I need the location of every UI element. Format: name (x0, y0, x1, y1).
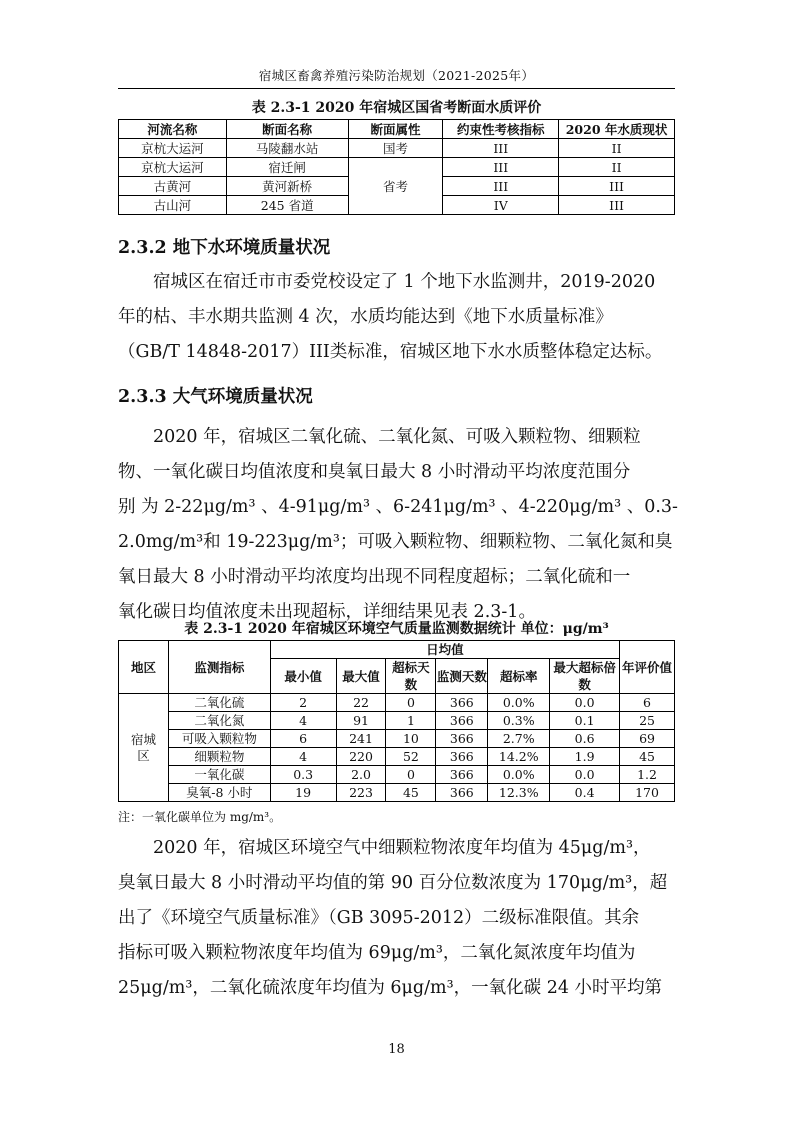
value-cell: 14.2% (488, 748, 550, 766)
header-cell: 最大超标倍数 (550, 659, 620, 694)
header-cell: 日均值 (270, 641, 619, 659)
indicator-cell: 可吸入颗粒物 (168, 730, 270, 748)
header-cell: 监测指标 (168, 641, 270, 694)
value-cell: 0.3% (488, 712, 550, 730)
water-quality-table (118, 119, 675, 215)
page-number: 18 (388, 1042, 405, 1057)
value-cell: 22 (336, 694, 386, 712)
target-grade: III (443, 139, 559, 158)
indicator-cell: 一氧化碳 (168, 766, 270, 784)
value-cell: 10 (386, 730, 436, 748)
value-cell: 366 (436, 784, 488, 802)
table-header-row (119, 120, 675, 139)
value-cell: 45 (620, 748, 675, 766)
indicator-cell: 二氧化氮 (168, 712, 270, 730)
current-grade: II (559, 139, 675, 158)
paragraph-line: 别 为 2-22μg/m³ 、4-91μg/m³ 、6-241μg/m³ 、4-220μg/m³ 、0.3- (118, 497, 678, 517)
header-divider (118, 88, 675, 89)
river-name: 古山河 (119, 196, 227, 215)
region-cell: 宿城区 (119, 694, 169, 802)
table2-caption: 表 2.3-1 2020 年宿城区环境空气质量监测数据统计 单位：μg/m³ (184, 621, 609, 637)
header-cell: 最大值 (336, 659, 386, 694)
river-name: 京杭大运河 (119, 139, 227, 158)
target-grade: III (443, 177, 559, 196)
paragraph-line: 出了《环境空气质量标准》（GB 3095-2012）二级标准限值。其余 (118, 908, 640, 928)
value-cell: 4 (270, 748, 336, 766)
table-row (119, 730, 675, 748)
paragraph-line: （GB/T 14848-2017）III类标准，宿城区地下水水质整体稳定达标。 (118, 342, 663, 362)
groundwater-paragraph (118, 265, 675, 370)
value-cell: 2.7% (488, 730, 550, 748)
current-grade: III (559, 177, 675, 196)
value-cell: 1.2 (620, 766, 675, 784)
indicator-cell: 二氧化硫 (168, 694, 270, 712)
table-note: 注：一氧化碳单位为 mg/m³。 (118, 810, 282, 824)
table-row (119, 766, 675, 784)
target-grade: IV (443, 196, 559, 215)
value-cell: 2 (270, 694, 336, 712)
air-paragraph (118, 420, 678, 630)
paragraph-line: 指标可吸入颗粒物浓度年均值为 69μg/m³，二氧化氮浓度年均值为 (118, 943, 636, 963)
value-cell: 4 (270, 712, 336, 730)
paragraph-line: 氧日最大 8 小时滑动平均浓度均出现不同程度超标；二氧化硫和一 (118, 567, 631, 587)
paragraph-line: 2020 年，宿城区环境空气中细颗粒物浓度年均值为 45μg/m³， (153, 838, 651, 858)
indicator-cell: 臭氧-8 小时 (168, 784, 270, 802)
value-cell: 19 (270, 784, 336, 802)
header-cell: 地区 (119, 641, 169, 694)
value-cell: 1 (386, 712, 436, 730)
value-cell: 1.9 (550, 748, 620, 766)
header-cell: 2020 年水质现状 (559, 120, 675, 139)
value-cell: 2.0 (336, 766, 386, 784)
value-cell: 366 (436, 766, 488, 784)
value-cell: 0 (386, 694, 436, 712)
section-name: 245 省道 (226, 196, 348, 215)
value-cell: 0.0 (550, 766, 620, 784)
table-row (119, 158, 675, 177)
table-row (119, 694, 675, 712)
header-cell: 超标天数 (386, 659, 436, 694)
header-cell: 年评价值 (620, 641, 675, 694)
value-cell: 69 (620, 730, 675, 748)
section-name: 宿迁闸 (226, 158, 348, 177)
header-cell: 超标率 (488, 659, 550, 694)
paragraph-line: 年的枯、丰水期共监测 4 次，水质均能达到《地下水质量标准》 (118, 307, 613, 327)
target-grade: III (443, 158, 559, 177)
header-cell: 最小值 (270, 659, 336, 694)
river-name: 京杭大运河 (119, 158, 227, 177)
value-cell: 220 (336, 748, 386, 766)
header-cell: 河流名称 (119, 120, 227, 139)
table-row (119, 784, 675, 802)
current-grade: III (559, 196, 675, 215)
value-cell: 0.4 (550, 784, 620, 802)
header-cell: 约束性考核指标 (443, 120, 559, 139)
value-cell: 0.6 (550, 730, 620, 748)
current-grade: II (559, 158, 675, 177)
section-name: 黄河新桥 (226, 177, 348, 196)
value-cell: 223 (336, 784, 386, 802)
value-cell: 366 (436, 712, 488, 730)
value-cell: 12.3% (488, 784, 550, 802)
indicator-cell: 细颗粒物 (168, 748, 270, 766)
table-row (119, 748, 675, 766)
value-cell: 366 (436, 694, 488, 712)
header-cell: 断面属性 (348, 120, 443, 139)
section-name: 马陵翻水站 (226, 139, 348, 158)
value-cell: 25 (620, 712, 675, 730)
value-cell: 91 (336, 712, 386, 730)
value-cell: 6 (270, 730, 336, 748)
value-cell: 0.3 (270, 766, 336, 784)
paragraph-line: 2020 年，宿城区二氧化硫、二氧化氮、可吸入颗粒物、细颗粒 (153, 427, 641, 447)
paragraph-line: 宿城区在宿迁市市委党校设定了 1 个地下水监测井，2019-2020 (153, 272, 656, 292)
value-cell: 366 (436, 748, 488, 766)
value-cell: 0.1 (550, 712, 620, 730)
value-cell: 366 (436, 730, 488, 748)
closing-paragraph (118, 831, 675, 1006)
section-heading-groundwater: 2.3.2 地下水环境质量状况 (118, 238, 331, 258)
header-cell: 监测天数 (436, 659, 488, 694)
value-cell: 6 (620, 694, 675, 712)
value-cell: 0.0% (488, 694, 550, 712)
value-cell: 0.0% (488, 766, 550, 784)
paragraph-line: 臭氧日最大 8 小时滑动平均值的第 90 百分位数浓度为 170μg/m³，超 (118, 873, 668, 893)
page-header: 宿城区畜禽养殖污染防治规划（2021-2025年） (258, 68, 535, 83)
paragraph-line: 25μg/m³，二氧化硫浓度年均值为 6μg/m³，一氧化碳 24 小时平均第 (118, 978, 663, 998)
value-cell: 241 (336, 730, 386, 748)
value-cell: 45 (386, 784, 436, 802)
table-row (119, 139, 675, 158)
value-cell: 52 (386, 748, 436, 766)
section-type: 国考 (348, 139, 443, 158)
table-row (119, 712, 675, 730)
header-cell: 断面名称 (226, 120, 348, 139)
river-name: 古黄河 (119, 177, 227, 196)
section-heading-air: 2.3.3 大气环境质量状况 (118, 387, 313, 407)
paragraph-line: 物、一氧化碳日均值浓度和臭氧日最大 8 小时滑动平均浓度范围分 (118, 462, 631, 482)
value-cell: 0 (386, 766, 436, 784)
value-cell: 170 (620, 784, 675, 802)
paragraph-line: 氧化碳日均值浓度未出现超标，详细结果见表 2.3-1。 (118, 602, 536, 622)
section-type: 省考 (348, 158, 443, 215)
air-quality-table (118, 640, 675, 802)
value-cell: 0.0 (550, 694, 620, 712)
paragraph-line: 2.0mg/m³和 19-223μg/m³；可吸入颗粒物、细颗粒物、二氧化氮和臭 (118, 532, 673, 552)
table1-caption: 表 2.3-1 2020 年宿城区国省考断面水质评价 (251, 100, 542, 116)
table-header-row (119, 641, 675, 659)
